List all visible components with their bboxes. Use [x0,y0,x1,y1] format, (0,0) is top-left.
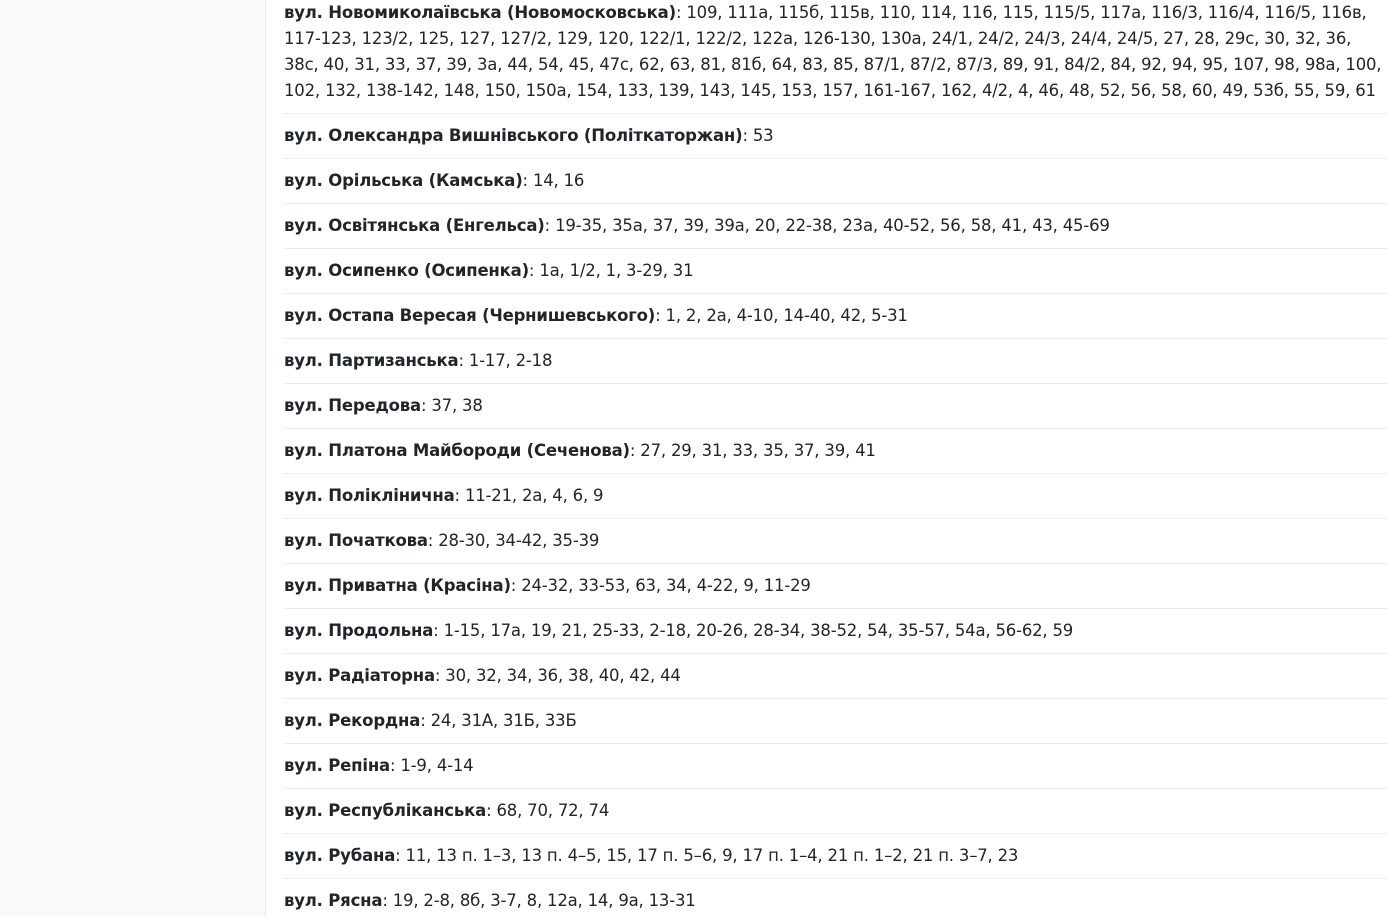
street-name: вул. Приватна (Красіна) [284,576,511,595]
street-item [284,609,1388,654]
name-separator: : [433,621,444,640]
street-item [284,519,1388,564]
street-item [284,114,1388,159]
name-separator: : [434,666,446,685]
street-addresses: 27, 29, 31, 33, 35, 37, 39, 41 [640,441,876,460]
name-separator: : [675,3,687,22]
name-separator: : [655,306,666,325]
street-address-list [267,0,1388,917]
street-name: вул. Платона Майбороди (Сеченова) [284,441,630,460]
street-addresses: 1-15, 17а, 19, 21, 25-33, 2-18, 20-26, 28-34, 38-52, 54, 35-57, 54а, 56-62, 59 [443,621,1074,640]
street-item [284,744,1388,789]
street-addresses: 14, 16 [532,171,585,190]
street-addresses: 68, 70, 72, 74 [496,801,610,820]
street-item [284,384,1388,429]
name-separator: : [510,576,522,595]
name-separator: : [742,126,753,145]
street-name: вул. Передова [284,396,421,415]
name-separator: : [427,531,439,550]
name-separator: : [544,216,556,235]
street-name: вул. Початкова [284,531,428,550]
street-item [284,0,1388,114]
street-name: вул. Поліклінична [284,486,455,505]
name-separator: : [420,396,432,415]
street-addresses: 11, 13 п. 1–3, 13 п. 4–5, 15, 17 п. 5–6, 9, 17 п. 1–4, 21 п. 1–2, 21 п. 3–7, 23 [405,846,1019,865]
name-separator: : [454,486,465,505]
street-addresses: 1-17, 2-18 [468,351,553,370]
street-item [284,834,1388,879]
left-sidebar [0,0,266,917]
street-addresses: 28-30, 34-42, 35-39 [438,531,600,550]
street-item [284,339,1388,384]
street-addresses: 19, 2-8, 8б, 3-7, 8, 12а, 14, 9а, 13-31 [392,891,696,910]
street-item [284,564,1388,609]
street-name: вул. Новомиколаївська (Новомосковська) [284,3,676,22]
name-separator: : [395,846,406,865]
main-content [267,0,1388,917]
name-separator: : [389,756,401,775]
street-name: вул. Республіканська [284,801,487,820]
street-name: вул. Радіаторна [284,666,435,685]
street-name: вул. Осипенко (Осипенка) [284,261,529,280]
name-separator: : [420,711,431,730]
street-name: вул. Репіна [284,756,390,775]
street-item [284,789,1388,834]
street-item [284,474,1388,519]
street-addresses: 24, 31А, 31Б, 33Б [430,711,577,730]
street-addresses: 1-9, 4-14 [400,756,474,775]
street-name: вул. Остапа Вересая (Чернишевського) [284,306,656,325]
street-item [284,654,1388,699]
street-addresses: 1, 2, 2а, 4-10, 14-40, 42, 5-31 [665,306,908,325]
street-addresses: 24-32, 33-53, 63, 34, 4-22, 9, 11-29 [521,576,811,595]
street-name: вул. Рубана [284,846,396,865]
street-item [284,879,1388,917]
name-separator: : [458,351,469,370]
street-addresses: 30, 32, 34, 36, 38, 40, 42, 44 [445,666,681,685]
street-item [284,429,1388,474]
street-name: вул. Продольна [284,621,434,640]
name-separator: : [528,261,540,280]
street-addresses: 53 [752,126,774,145]
street-item [284,699,1388,744]
name-separator: : [522,171,533,190]
street-addresses: 37, 38 [431,396,483,415]
street-name: вул. Олександра Вишнівського (Політкаторжан) [284,126,743,145]
street-item [284,249,1388,294]
street-name: вул. Рекордна [284,711,421,730]
street-item [284,294,1388,339]
name-separator: : [486,801,497,820]
street-item [284,159,1388,204]
street-item [284,204,1388,249]
street-name: вул. Партизанська [284,351,459,370]
street-addresses: 19-35, 35а, 37, 39, 39а, 20, 22-38, 23а, 40-52, 56, 58, 41, 43, 45-69 [555,216,1110,235]
street-addresses: 11-21, 2а, 4, 6, 9 [464,486,604,505]
street-name: вул. Рясна [284,891,383,910]
street-name: вул. Орільська (Камська) [284,171,523,190]
street-addresses: 1а, 1/2, 1, 3-29, 31 [539,261,694,280]
name-separator: : [629,441,641,460]
name-separator: : [382,891,393,910]
street-addresses: 109, 111а, 115б, 115в, 110, 114, 116, 115, 115/5, 117а, 116/3, 116/4, 116/5, 116в, 117-123, 123/2, 125, 127, 127/2, 129, 120, 122/1, 122/2, 122а, 126-130, 130а, 24/1, 24/2, 24/3, 24/4, 24/5, 27, 28, 29с, 30, 32, 36, 38с, 40, 31, 33, 37, 39, 3а, 44, 54, 45, 47с, 62, 63, 81, 81б, 64, 83, 85, 87/1, 87/2, 87/3, 89, 91, 84/2, 84, 92, 94, 95, 107, 98, 98а, 100, 102, 132, 138-142, 148, 150, 150а, 154, 133, 139, 143, 145, 153, 157, 161-167, 162, 4/2, 4, 46, 48, 52, 56, 58, 60, 49, 53б, 55, 59, 61 [284,3,1382,100]
street-name: вул. Освітянська (Енгельса) [284,216,545,235]
